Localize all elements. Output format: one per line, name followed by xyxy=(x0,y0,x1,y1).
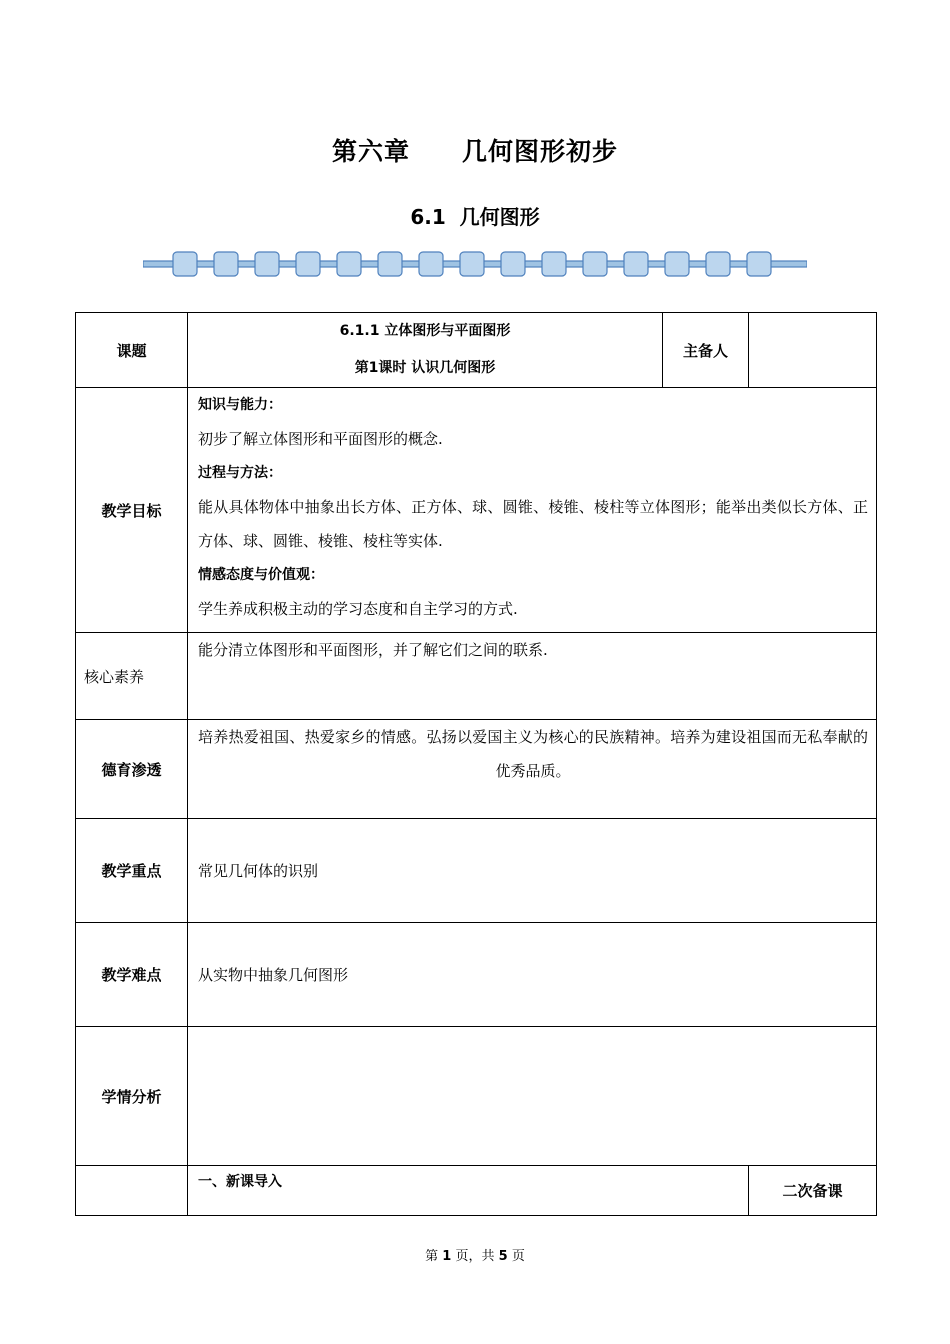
difficulty-text: 从实物中抽象几何图形 xyxy=(188,923,877,1027)
chain-bead xyxy=(214,252,238,276)
decorative-chain-divider xyxy=(143,250,807,278)
preparer-label: 主备人 xyxy=(663,313,749,388)
core-label: 核心素养 xyxy=(76,633,188,720)
preparer-value xyxy=(749,313,877,388)
emotion-text: 学生养成积极主动的学习态度和自主学习的方式. xyxy=(198,600,518,618)
core-row xyxy=(76,633,877,720)
moral-label: 德育渗透 xyxy=(76,720,188,819)
lesson-plan-table xyxy=(75,312,877,1216)
chain-bead xyxy=(460,252,484,276)
section-title: 6.1 几何图形 xyxy=(410,205,540,229)
topic-label: 课题 xyxy=(76,313,188,388)
topic-row xyxy=(76,313,877,388)
topic-line-1: 6.1.1 立体图形与平面图形 xyxy=(339,323,511,339)
goals-content xyxy=(188,388,877,633)
second-prep-label: 二次备课 xyxy=(749,1166,877,1216)
emotion-heading: 情感态度与价值观： xyxy=(198,567,324,583)
topic-line-2: 第1课时 认识几何图形 xyxy=(354,360,496,376)
knowledge-text: 初步了解立体图形和平面图形的概念. xyxy=(198,430,443,448)
chain-bead xyxy=(337,252,361,276)
intro-blank xyxy=(76,1166,188,1216)
analysis-text xyxy=(188,1027,877,1166)
process-heading: 过程与方法： xyxy=(198,465,282,481)
chapter-title xyxy=(0,132,950,168)
chain-bead xyxy=(501,252,525,276)
chain-bead xyxy=(419,252,443,276)
difficulty-label: 教学难点 xyxy=(76,923,188,1027)
knowledge-heading: 知识与能力： xyxy=(198,397,282,413)
chain-bead xyxy=(583,252,607,276)
key-point-text: 常见几何体的识别 xyxy=(188,819,877,923)
chain-bead xyxy=(665,252,689,276)
total-pages: 5 xyxy=(498,1249,508,1264)
intro-heading: 一、新课导入 xyxy=(188,1166,749,1216)
moral-text: 培养热爱祖国、热爱家乡的情感。弘扬以爱国主义为核心的民族精神。培养为建设祖国而无私奉献的优秀品质。 xyxy=(188,720,877,819)
current-page: 1 xyxy=(442,1249,452,1264)
analysis-row xyxy=(76,1027,877,1166)
chain-bead xyxy=(378,252,402,276)
chain-beads xyxy=(173,252,771,276)
core-text: 能分清立体图形和平面图形，并了解它们之间的联系. xyxy=(188,633,877,720)
process-text: 能从具体物体中抽象出长方体、正方体、球、圆锥、棱锥、棱柱等立体图形；能举出类似长方体、正方体、球、圆锥、棱锥、棱柱等实体. xyxy=(198,498,868,550)
chapter-number: 第六章 xyxy=(331,137,410,166)
chain-bead xyxy=(542,252,566,276)
goals-label: 教学目标 xyxy=(76,388,188,633)
key-point-row xyxy=(76,819,877,923)
difficulty-row xyxy=(76,923,877,1027)
chapter-name: 几何图形初步 xyxy=(462,137,619,166)
chain-bead xyxy=(173,252,197,276)
chain-bead xyxy=(747,252,771,276)
moral-row xyxy=(76,720,877,819)
intro-row xyxy=(76,1166,877,1216)
page-footer: 第 1 页，共 5 页 xyxy=(425,1249,525,1264)
chain-bead xyxy=(255,252,279,276)
topic-cell xyxy=(188,313,663,388)
chain-bead xyxy=(624,252,648,276)
goals-row xyxy=(76,388,877,633)
analysis-label: 学情分析 xyxy=(76,1027,188,1166)
chain-bead xyxy=(296,252,320,276)
chain-bead xyxy=(706,252,730,276)
key-point-label: 教学重点 xyxy=(76,819,188,923)
